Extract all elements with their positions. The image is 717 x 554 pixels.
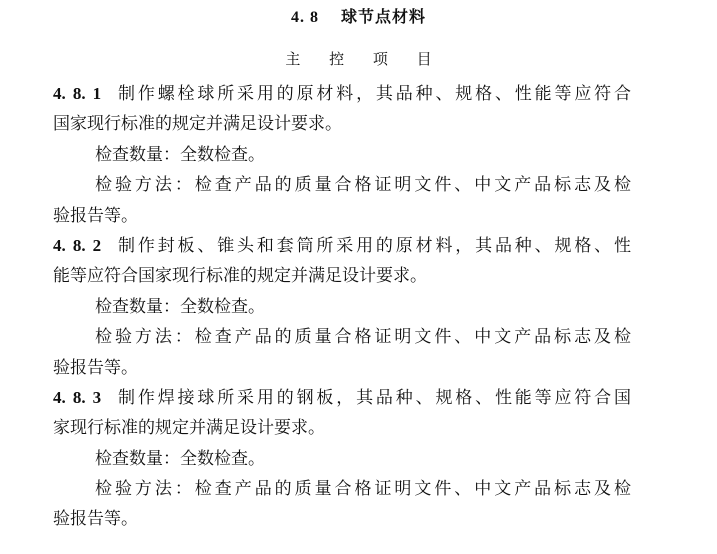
section-heading xyxy=(0,5,717,30)
subsection-heading: 主 控 项 目 xyxy=(285,50,444,68)
clause-text: 制作封板、锥头和套筒所采用的原材料，其品种、规格、性 xyxy=(115,235,631,256)
check-quantity: 检查数量：全数检查。 xyxy=(95,448,265,469)
clause-line xyxy=(53,383,631,413)
section-title: 球节点材料 xyxy=(340,7,426,26)
check-quantity: 检查数量：全数检查。 xyxy=(95,296,265,317)
clause-number: 4. 8. 3 xyxy=(53,387,102,407)
clause-number: 4. 8. 1 xyxy=(53,84,102,103)
clause-text: 制作焊接球所采用的钢板，其品种、规格、性能等应符合国 xyxy=(115,387,631,408)
check-method-continued: 验报告等。 xyxy=(53,205,138,226)
section-number: 4. 8 xyxy=(290,9,319,26)
clause-line: 家现行标准的规定并满足设计要求。 xyxy=(53,418,325,439)
clause-number: 4. 8. 2 xyxy=(53,235,102,255)
check-method: 检验方法：检查产品的质量合格证明文件、中文产品标志及检 xyxy=(95,479,631,500)
clause-text: 制作螺栓球所采用的原材料，其品种、规格、性能等应符合 xyxy=(115,84,631,104)
clause-line xyxy=(53,79,631,109)
check-method: 检验方法：检查产品的质量合格证明文件、中文产品标志及检 xyxy=(95,327,631,348)
check-quantity: 检查数量：全数检查。 xyxy=(95,144,265,165)
check-method: 检验方法：检查产品的质量合格证明文件、中文产品标志及检 xyxy=(95,175,631,196)
check-method-continued: 验报告等。 xyxy=(53,509,138,530)
clause-line: 国家现行标准的规定并满足设计要求。 xyxy=(53,114,342,135)
clause-line: 能等应符合国家现行标准的规定并满足设计要求。 xyxy=(53,266,427,287)
clause-line xyxy=(53,231,631,261)
document-body xyxy=(53,79,631,535)
check-method-continued: 验报告等。 xyxy=(53,357,138,378)
